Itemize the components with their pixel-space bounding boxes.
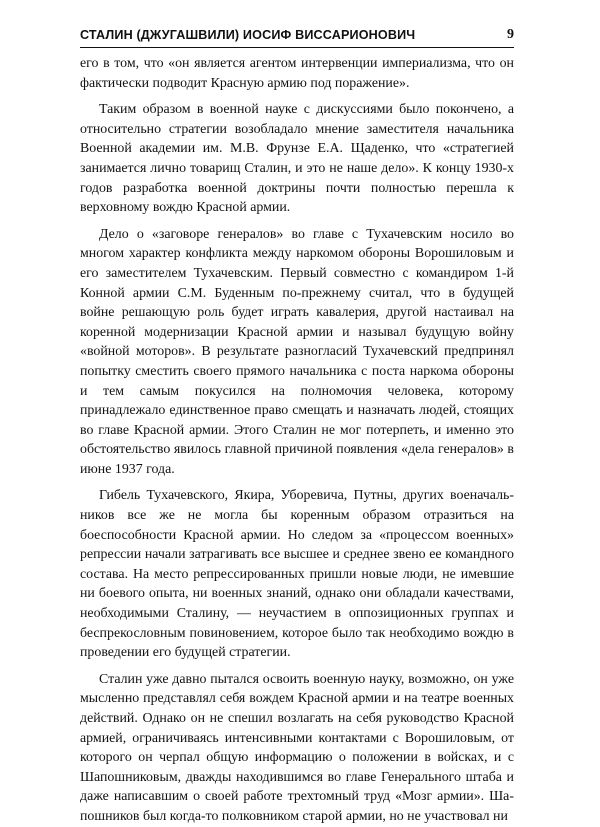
- header-title: СТАЛИН (ДЖУГАШВИЛИ) ИОСИФ ВИССАРИОНОВИЧ: [80, 28, 416, 42]
- paragraph-3: Дело о «заговоре генералов» во главе с Тухачевским носило во многом характер конфликта между наркомом обороны Ворошиловым и его заместителем Тухачевским. Первый совместно с командиром 1-й Конной армии С.М. Буденным по-прежнему считал, что в будущей войне решающую роль будет играть кавалерия, другой настаивал на коренной модернизации Красной армии и называл будущую войну «войной моторов». В результате разногласий Тухачевский предпринял попытку сместить своего прямого начальника с поста наркома обороны и тем самым покусился на полномочия человека, которому принадлежало единственное право смещать и назначать людей, стоящих во главе Красной армии. Этого Сталин не мог потерпеть, и именно это обстоятельство явилось главной причиной появления «дела генералов» в июне 1937 года.: [80, 226, 514, 477]
- paragraph-5: Сталин уже давно пытался освоить военную науку, возможно, он уже мысленно представлял себя вождем Красной армии и на театре военных действий. Однако он не спешил возлагать на себя руководство Красной армией, ограничиваясь интенсивными контактами с Ворошиловым, от которого он черпал общую информацию о положении в войсках, и с Шапошниковым, дважды находившимся во главе Генерального штаба и даже написавшим о своей работе трехтомный труд «Мозг армии». Шапошников был когда-то полковником старой армии, но не участвовал ни: [80, 671, 514, 824]
- header-rule: [80, 47, 514, 48]
- running-header: [80, 26, 514, 46]
- page-number: 9: [507, 27, 514, 42]
- paragraph-4: Гибель Тухачевского, Якира, Уборевича, Путны, других военачальников все же не могла бы коренным образом отразиться на боеспособности Красной армии. Но следом за «процессом военных» репрессии начали затрагивать все высшее и среднее звено ее командного состава. На место репрессированных пришли новые люди, не имевшие ни боевого опыта, ни военных знаний, однако они обладали качествами, необходимыми Сталину, — неучастием в оппозиционных группах и беспрекословным повиновением, которое было так необходимо вождю в проведении его будущей стратегии.: [80, 488, 514, 661]
- paragraph-2: Таким образом в военной науке с дискуссиями было покончено, а относительно стратегии возобладало мнение заместителя начальника Военной академии им. М.В. Фрунзе Е.А. Щаденко, что «стратегией занимается лично товарищ Сталин, и это не наше дело». К концу 1930-х годов разработка военной доктрины почти полностью перешла к верховному вождю Красной армии.: [80, 102, 514, 216]
- body-text: [80, 54, 514, 827]
- paragraph-1: его в том, что «он является агентом интервенции империализма, что он фактически подводит Красную армию под поражение».: [80, 56, 514, 91]
